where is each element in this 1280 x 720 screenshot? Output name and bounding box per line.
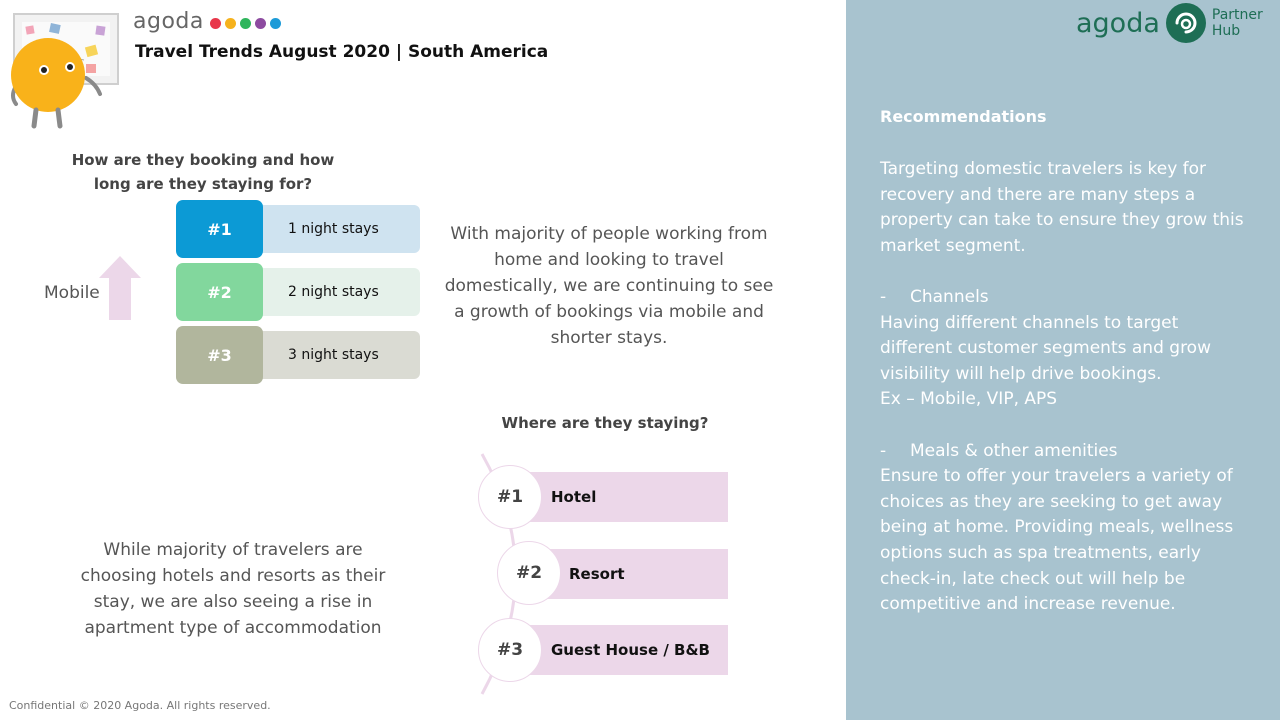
mobile-label: Mobile: [44, 283, 100, 303]
bullet-dash: -: [880, 286, 887, 307]
staying-rank-label: Hotel: [551, 488, 597, 506]
partner-hub-icon: [1166, 3, 1206, 43]
booking-rank-badge: #1: [176, 200, 263, 258]
brand-dot-blue: [270, 18, 281, 29]
meals-body: Ensure to offer your travelers a variety of choices as they are seeking to get away being at home. Providing meals, wellness options such as spa treatments, early check-in, late check out will help be competitive and increase revenue.: [880, 466, 1234, 615]
booking-question: How are they booking and how long are they staying for?: [71, 151, 335, 193]
agoda-logo: [133, 9, 281, 34]
staying-rank-label: Resort: [569, 565, 625, 583]
recommendations-intro: Targeting domestic travelers is key for recovery and there are many steps a property can take to ensure they grow this market segment.: [880, 159, 1244, 256]
booking-rank-row-3: [176, 326, 421, 384]
booking-rank-badge: #3: [176, 326, 263, 384]
meals-bullet: [880, 439, 1250, 465]
booking-rank-label: 1 night stays: [256, 205, 420, 253]
staying-rank-circle-3: #3: [478, 618, 542, 682]
brand-dot-purple: [255, 18, 266, 29]
partner-hub-text: [1212, 7, 1263, 39]
brand-dots: [210, 18, 281, 29]
brand-dot-red: [210, 18, 221, 29]
channels-example: Ex – Mobile, VIP, APS: [880, 389, 1058, 410]
staying-rank-bar-3: [516, 625, 728, 675]
staying-insight-text: While majority of travelers are choosing hotels and resorts as their stay, we are also seeing a rise in apartment type of accommodation: [80, 540, 386, 638]
brand-dot-yellow: [225, 18, 236, 29]
confidential-footer: Confidential © 2020 Agoda. All rights reserved.: [9, 699, 271, 712]
booking-rank-label: 3 night stays: [256, 331, 420, 379]
partner-hub-line-2: Hub: [1211, 23, 1241, 39]
agoda-wordmark: agoda: [1076, 7, 1160, 39]
channels-body: Having different channels to target different customer segments and grow visibility will help drive bookings.: [880, 312, 1211, 384]
recommendations-heading: Recommendations: [880, 107, 1047, 126]
page-title: Travel Trends August 2020 | South America: [135, 42, 549, 62]
channels-title: Channels: [910, 286, 989, 307]
bullet-dash: -: [880, 440, 887, 461]
booking-rank-row-1: [176, 200, 421, 258]
booking-rank-badge: #2: [176, 263, 263, 321]
staying-rank-bar-1: [516, 472, 728, 522]
agoda-partner-hub-logo: [1076, 3, 1263, 43]
booking-rank-label: 2 night stays: [256, 268, 420, 316]
staying-question: Where are they staying?: [501, 414, 709, 432]
partner-hub-line-1: Partner: [1211, 7, 1263, 23]
staying-rank-bar-2: [534, 549, 728, 599]
staying-rank-label: Guest House / B&B: [551, 641, 710, 659]
booking-rank-row-2: [176, 263, 421, 321]
meals-title: Meals & other amenities: [910, 440, 1118, 461]
staying-rank-circle-1: #1: [478, 465, 542, 529]
agoda-mascot-illustration: [8, 12, 123, 130]
booking-insight-text: With majority of people working from home and looking to travel domestically, we are continuing to see a growth of bookings via mobile and shorter stays.: [444, 224, 774, 348]
staying-rank-circle-2: #2: [497, 541, 561, 605]
brand-dot-green: [240, 18, 251, 29]
recommendations-body: [880, 157, 1250, 618]
channels-bullet: [880, 285, 1250, 311]
agoda-wordmark: agoda: [133, 9, 204, 34]
up-arrow-icon: [99, 256, 141, 322]
